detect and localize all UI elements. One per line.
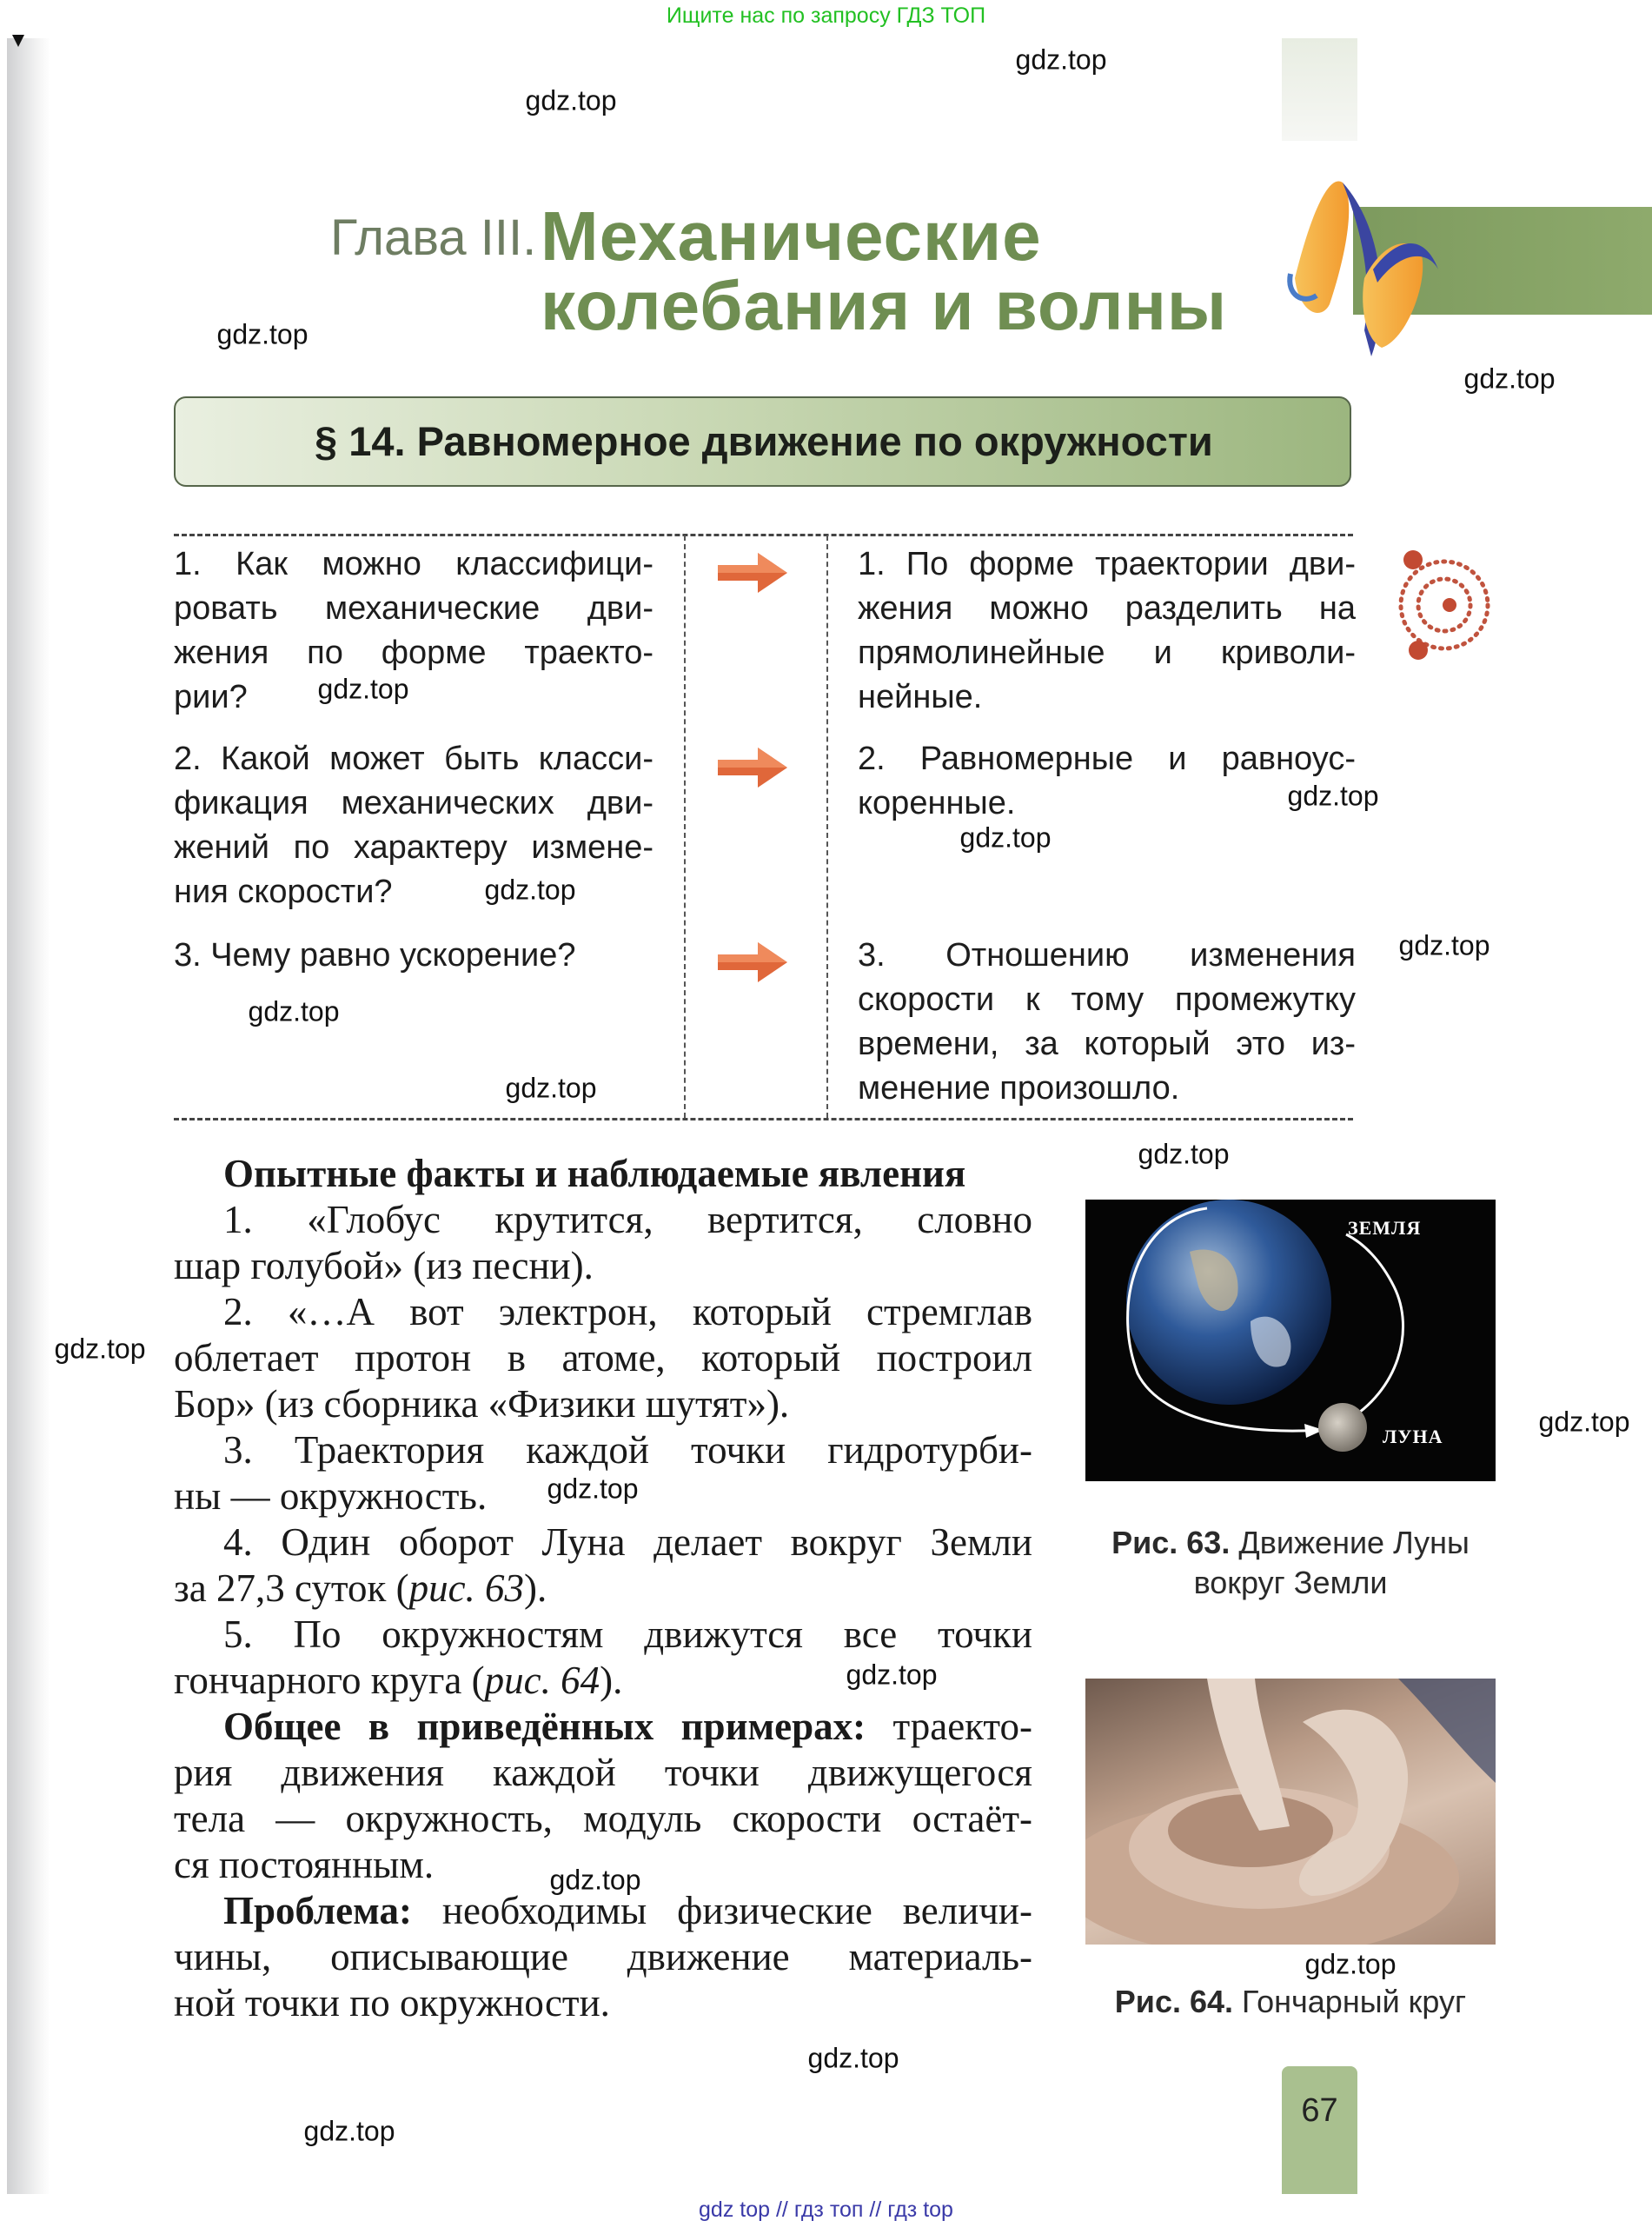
question-line: 3. Чему равно ускорение? bbox=[174, 937, 576, 974]
question-3 bbox=[174, 934, 654, 978]
earth-label: ЗЕМЛЯ bbox=[1348, 1217, 1422, 1239]
watermark: gdz.top bbox=[1015, 43, 1107, 76]
caption-text: вокруг Земли bbox=[1193, 1565, 1388, 1600]
summary-label: Общее в приведённых примерах: bbox=[223, 1705, 866, 1748]
watermark: gdz.top bbox=[959, 821, 1052, 854]
table-top-border bbox=[174, 534, 1353, 536]
watermark: gdz.top bbox=[317, 673, 409, 705]
caption-text: Гончарный круг bbox=[1242, 1984, 1467, 2019]
atom-orbit-icon bbox=[1387, 542, 1496, 664]
answer-1 bbox=[858, 542, 1356, 720]
answer-line: скорости к тому промежутку bbox=[858, 981, 1356, 1018]
answer-line: 3. Отношению изменения bbox=[858, 937, 1356, 974]
answer-line: коренные. bbox=[858, 785, 1016, 821]
body-line: ны — окружность. bbox=[174, 1474, 488, 1518]
chapter-title-line1: Механические bbox=[541, 197, 1042, 275]
problem-label: Проблема: bbox=[223, 1889, 412, 1932]
watermark: gdz.top bbox=[248, 995, 340, 1027]
figure-64-caption bbox=[1078, 1982, 1503, 2022]
page-number: 67 bbox=[1301, 2092, 1338, 2129]
body-line: 5. По окружностям движутся все точки bbox=[223, 1612, 1032, 1656]
observations-text bbox=[174, 1151, 1032, 2038]
body-line: ной точки по окружности. bbox=[174, 1981, 610, 2025]
section-title: § 14. Равномерное движение по окружности bbox=[315, 418, 1213, 464]
chapter-title-line2: колебания и волны bbox=[541, 267, 1228, 344]
arrow-right-icon bbox=[718, 748, 787, 788]
watermark: gdz.top bbox=[807, 2042, 899, 2074]
question-line: 1. Как можно классифици- bbox=[174, 546, 654, 582]
page-spine-shadow bbox=[7, 38, 50, 2194]
answer-3 bbox=[858, 934, 1356, 1111]
body-line: 4. Один оборот Луна делает вокруг Земли bbox=[223, 1520, 1032, 1564]
body-line: облетает протон в атоме, который построил bbox=[174, 1336, 1032, 1380]
table-bottom-border bbox=[174, 1118, 1353, 1120]
text: гончарного круга ( bbox=[174, 1659, 485, 1702]
body-line bbox=[223, 1704, 1032, 1750]
wave-ribbon-icon bbox=[1277, 174, 1469, 365]
body-line: рия движения каждой точки движущегося bbox=[174, 1751, 1032, 1794]
text: необходимы физические величи- bbox=[411, 1889, 1032, 1932]
question-2 bbox=[174, 737, 654, 914]
caption-number: Рис. 63. bbox=[1111, 1525, 1231, 1560]
arrow-right-icon bbox=[718, 942, 787, 982]
text: ). bbox=[600, 1659, 623, 1702]
table-divider bbox=[684, 535, 686, 1118]
body-line bbox=[174, 1566, 1032, 1612]
observations-heading: Опытные факты и наблюдаемые явления bbox=[223, 1152, 966, 1195]
watermark: gdz.top bbox=[525, 84, 617, 116]
watermark: gdz.top bbox=[1398, 929, 1490, 961]
watermark: gdz.top bbox=[1463, 362, 1556, 395]
page-number-tab bbox=[1282, 2066, 1357, 2194]
chapter-label: Глава III. bbox=[330, 209, 537, 266]
footer-links[interactable]: gdz top // гдз топ // гдз top bbox=[699, 2197, 953, 2222]
body-line: 2. «…А вот электрон, который стремглав bbox=[223, 1290, 1032, 1333]
figure-reference-64: рис. 64 bbox=[484, 1659, 600, 1702]
watermark: gdz.top bbox=[547, 1473, 639, 1505]
search-ad-banner[interactable]: Ищите нас по запросу ГДЗ ТОП bbox=[666, 3, 986, 28]
caption-number: Рис. 64. bbox=[1114, 1984, 1234, 2019]
body-line: чины, описывающие движение материаль- bbox=[174, 1935, 1032, 1978]
watermark: gdz.top bbox=[1287, 780, 1379, 812]
answer-line: 1. По форме траектории дви- bbox=[858, 546, 1356, 582]
answer-line: прямолинейные и криволи- bbox=[858, 635, 1356, 671]
watermark: gdz.top bbox=[846, 1659, 938, 1691]
answer-line: времени, за который это из- bbox=[858, 1026, 1356, 1062]
corner-mark bbox=[12, 35, 24, 47]
table-divider bbox=[826, 535, 828, 1118]
question-1 bbox=[174, 542, 654, 720]
section-title-banner bbox=[174, 396, 1351, 487]
page-header-strip bbox=[1282, 38, 1357, 141]
watermark: gdz.top bbox=[484, 874, 576, 906]
watermark: gdz.top bbox=[1138, 1138, 1230, 1170]
body-line: ся постоянным. bbox=[174, 1843, 435, 1886]
watermark: gdz.top bbox=[216, 318, 309, 350]
question-line: жения по форме траекто- bbox=[174, 635, 654, 671]
figure-63-moon-orbit bbox=[1085, 1200, 1496, 1481]
text: за 27,3 суток ( bbox=[174, 1566, 409, 1610]
question-line: ния скорости? bbox=[174, 874, 393, 910]
question-line: фикация механических дви- bbox=[174, 785, 654, 821]
watermark: gdz.top bbox=[549, 1864, 641, 1896]
moon-label: ЛУНА bbox=[1383, 1426, 1443, 1447]
moon-icon bbox=[1318, 1403, 1367, 1452]
body-line: Бор» (из сборника «Физики шутят»). bbox=[174, 1382, 790, 1426]
figure-63-caption bbox=[1078, 1523, 1503, 1603]
figure-64-pottery-wheel bbox=[1085, 1679, 1496, 1945]
watermark: gdz.top bbox=[1304, 1948, 1397, 1980]
figure-reference-63: рис. 63 bbox=[408, 1566, 525, 1610]
pottery-illustration bbox=[1085, 1679, 1496, 1945]
watermark: gdz.top bbox=[303, 2115, 395, 2147]
question-line: ровать механические дви- bbox=[174, 590, 654, 627]
text: траекто- bbox=[866, 1705, 1032, 1748]
arrow-right-icon bbox=[718, 553, 787, 593]
answer-line: менение произошло. bbox=[858, 1070, 1180, 1107]
question-line: рии? bbox=[174, 679, 248, 715]
answer-line: жения можно разделить на bbox=[858, 590, 1356, 627]
watermark: gdz.top bbox=[505, 1072, 597, 1104]
question-line: жений по характеру измене- bbox=[174, 829, 654, 866]
watermark: gdz.top bbox=[1538, 1406, 1630, 1438]
answer-line: нейные. bbox=[858, 679, 983, 715]
body-line: 3. Траектория каждой точки гидротурби- bbox=[223, 1428, 1032, 1472]
body-line: 1. «Глобус крутится, вертится, словно bbox=[223, 1198, 1032, 1241]
watermark: gdz.top bbox=[54, 1333, 146, 1365]
caption-text: Движение Луны bbox=[1238, 1525, 1470, 1560]
body-line: тела — окружность, модуль скорости остаёт- bbox=[174, 1797, 1032, 1840]
question-line: 2. Какой может быть класси- bbox=[174, 741, 654, 777]
answer-2 bbox=[858, 737, 1356, 826]
text: ). bbox=[524, 1566, 547, 1610]
body-line: шар голубой» (из песни). bbox=[174, 1244, 594, 1287]
answer-line: 2. Равномерные и равноус- bbox=[858, 741, 1356, 777]
